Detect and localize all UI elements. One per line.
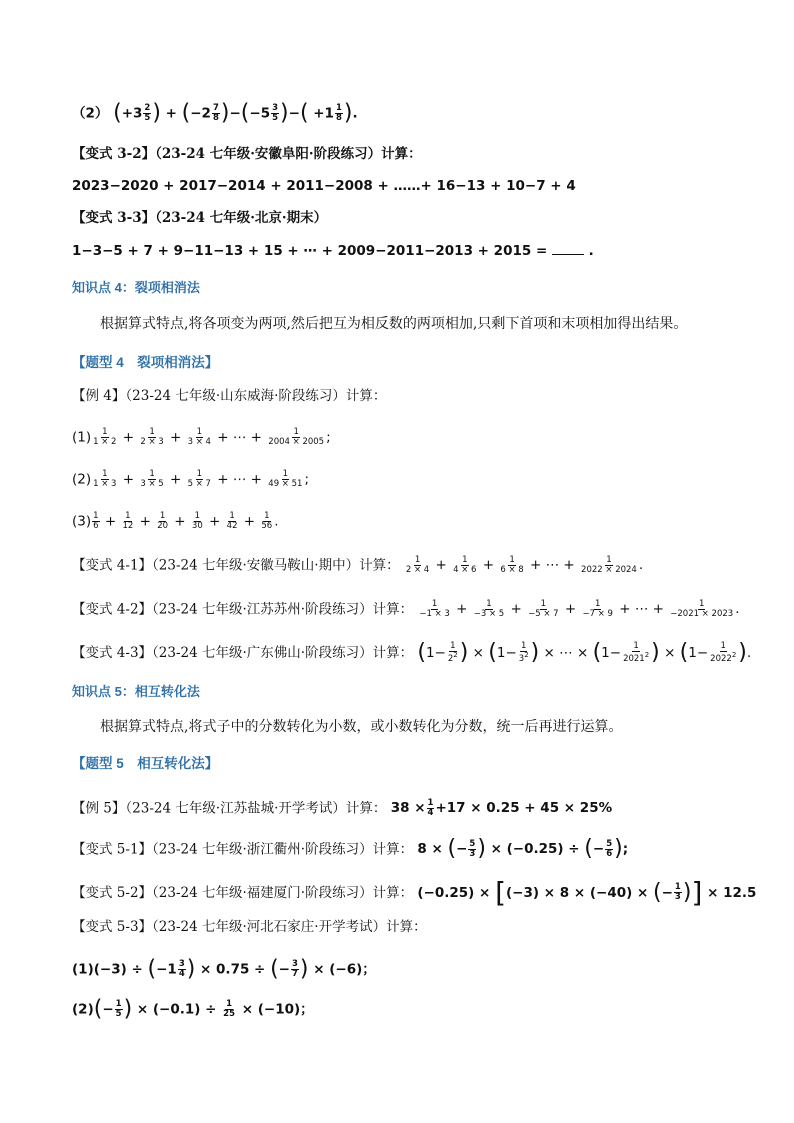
variant-3-3-header xyxy=(72,212,327,226)
variant-source: （23-24 七年级·福建厦门·阶段练习）计算： xyxy=(152,884,414,901)
example-source: （23-24 七年级·山东威海·阶段练习）计算： xyxy=(125,388,387,404)
variant-5-3-part-1: (1)(−3) ÷ (−1 $\frac{3}{4}$ ) × 0.75 ÷ (− $\frac{3}{7}$ ) × (−6)； xyxy=(72,956,376,982)
variant-source: （23-24 七年级·河北石家庄·开学考试）计算： xyxy=(152,919,427,935)
variant-3-2-header xyxy=(72,148,422,162)
knowledge-point-5-title: 知识点 5：相互转化法 xyxy=(72,684,200,699)
variant-5-3-header xyxy=(72,921,427,935)
example-4-header xyxy=(72,390,386,404)
example-4-part-1: (1) $\frac{1}{1 \times 2}$ + $\frac{1}{2 \times 3}$ + $\frac{1}{3 \times 4}$ + ⋯ + $\frac{1}{2004 \times 2005}$ ; xyxy=(72,427,331,447)
problem-label: （2） xyxy=(72,105,109,122)
variant-source: （23-24 七年级·安徽马鞍山·期中）计算： xyxy=(152,557,400,574)
example-4-part-3: (3) $\frac{1}{6}$ + $\frac{1}{12}$ + $\frac{1}{20}$ + $\frac{1}{30}$ + $\frac{1}{42}$ + $\frac{1}{56}$ . xyxy=(72,511,279,531)
variant-5-1: 【变式 5-1】（23-24 七年级·浙江衢州·阶段练习）计算： 8 × (− $\frac{5}{3}$ ) × (−0.25) ÷ (− $\frac{5}{6}$ ); xyxy=(72,836,629,862)
example-tag: 【例 5】 xyxy=(72,800,126,817)
example-tag: 【例 4】 xyxy=(72,388,126,404)
variant-tag: 【变式 5-3】 xyxy=(72,919,153,935)
knowledge-point-4-text: 根据算式特点,将各项变为两项,然后把互为相反数的两项相加,只剩下首项和末项相加得出结果。 xyxy=(100,316,688,332)
variant-source: （23-24 七年级·北京·期末） xyxy=(155,210,328,226)
variant-3-3-expression: 1−3−5 + 7 + 9−11−13 + 15 + ⋯ + 2009−2011−2013 + 2015 = . xyxy=(72,243,594,259)
problem-2-expression: （2） (+3 $\frac{2}{5}$ ) + (−2 $\frac{7}{8}$ )−(−5 $\frac{3}{5}$ )−( +1 $\frac{1}{8}$ ). xyxy=(72,100,358,126)
variant-source: （23-24 七年级·广东佛山·阶段练习）计算： xyxy=(152,644,414,661)
variant-4-1: 【变式 4-1】（23-24 七年级·安徽马鞍山·期中）计算： $\frac{1}{2 \times 4}$ + $\frac{1}{4 \times 6}$ + $\frac{1}{6 \times 8}$ + ⋯ + $\frac{1}{2022 \times 2024}$ . xyxy=(72,555,644,575)
variant-tag: 【变式 5-2】 xyxy=(72,884,153,901)
example-5: 【例 5】（23-24 七年级·江苏盐城·开学考试）计算： 38 × $\frac{1}{4}$ +17 × 0.25 + 45 × 25% xyxy=(72,798,613,818)
variant-tag: 【变式 4-3】 xyxy=(72,644,153,661)
variant-4-2: 【变式 4-2】（23-24 七年级·江苏苏州·阶段练习）计算： $\frac{1}{-1 \times 3}$ + $\frac{1}{-3 \times 5}$ + $\frac{1}{-5 \times 7}$ + $\frac{1}{-7 \times 9}$ + ⋯ + $\frac{1}{-2021 \times 2023}$ . xyxy=(72,599,740,619)
knowledge-point-5-text: 根据算式特点,将式子中的分数转化为小数，或小数转化为分数，统一后再进行运算。 xyxy=(100,719,623,735)
variant-tag: 【变式 4-1】 xyxy=(72,557,153,574)
variant-tag: 【变式 5-1】 xyxy=(72,841,153,858)
variant-tag: 【变式 3-2】 xyxy=(72,146,156,162)
answer-blank xyxy=(552,244,584,255)
variant-source: （23-24 七年级·安徽阜阳·阶段练习）计算： xyxy=(155,146,422,162)
variant-5-3-part-2: (2)(− $\frac{1}{5}$ ) × (−0.1) ÷ $\frac{1}{25}$ × (−10)； xyxy=(72,996,314,1022)
variant-tag: 【变式 4-2】 xyxy=(72,601,153,618)
variant-5-2: 【变式 5-2】（23-24 七年级·福建厦门·阶段练习）计算： (−0.25) × [(−3) × 8 × (−40) × (− $\frac{1}{3}$ )] × 12.5 xyxy=(72,876,757,909)
variant-tag: 【变式 3-3】 xyxy=(72,210,156,226)
example-source: （23-24 七年级·江苏盐城·开学考试）计算： xyxy=(125,800,387,817)
question-type-5-title: 【题型 5 相互转化法】 xyxy=(72,756,219,771)
question-type-4-title: 【题型 4 裂项相消法】 xyxy=(72,355,219,370)
knowledge-point-4-title: 知识点 4：裂项相消法 xyxy=(72,280,200,295)
example-4-part-2: (2) $\frac{1}{1 \times 3}$ + $\frac{1}{3 \times 5}$ + $\frac{1}{5 \times 7}$ + ⋯ + $\frac{1}{49 \times 51}$ ; xyxy=(72,469,310,489)
variant-source: （23-24 七年级·浙江衢州·阶段练习）计算： xyxy=(152,841,414,858)
variant-source: （23-24 七年级·江苏苏州·阶段练习）计算： xyxy=(152,601,414,618)
variant-4-3: 【变式 4-3】（23-24 七年级·广东佛山·阶段练习）计算： (1− $\frac{1}{2^2}$ ) × (1− $\frac{1}{3^2}$ ) × ⋯ × (1− $\frac{1}{2021^2}$ ) × (1− $\frac{1}{2022^2}$ ). xyxy=(72,640,752,666)
variant-3-2-expression: 2023−2020 + 2017−2014 + 2011−2008 + ……+ 16−13 + 10−7 + 4 xyxy=(72,178,576,194)
